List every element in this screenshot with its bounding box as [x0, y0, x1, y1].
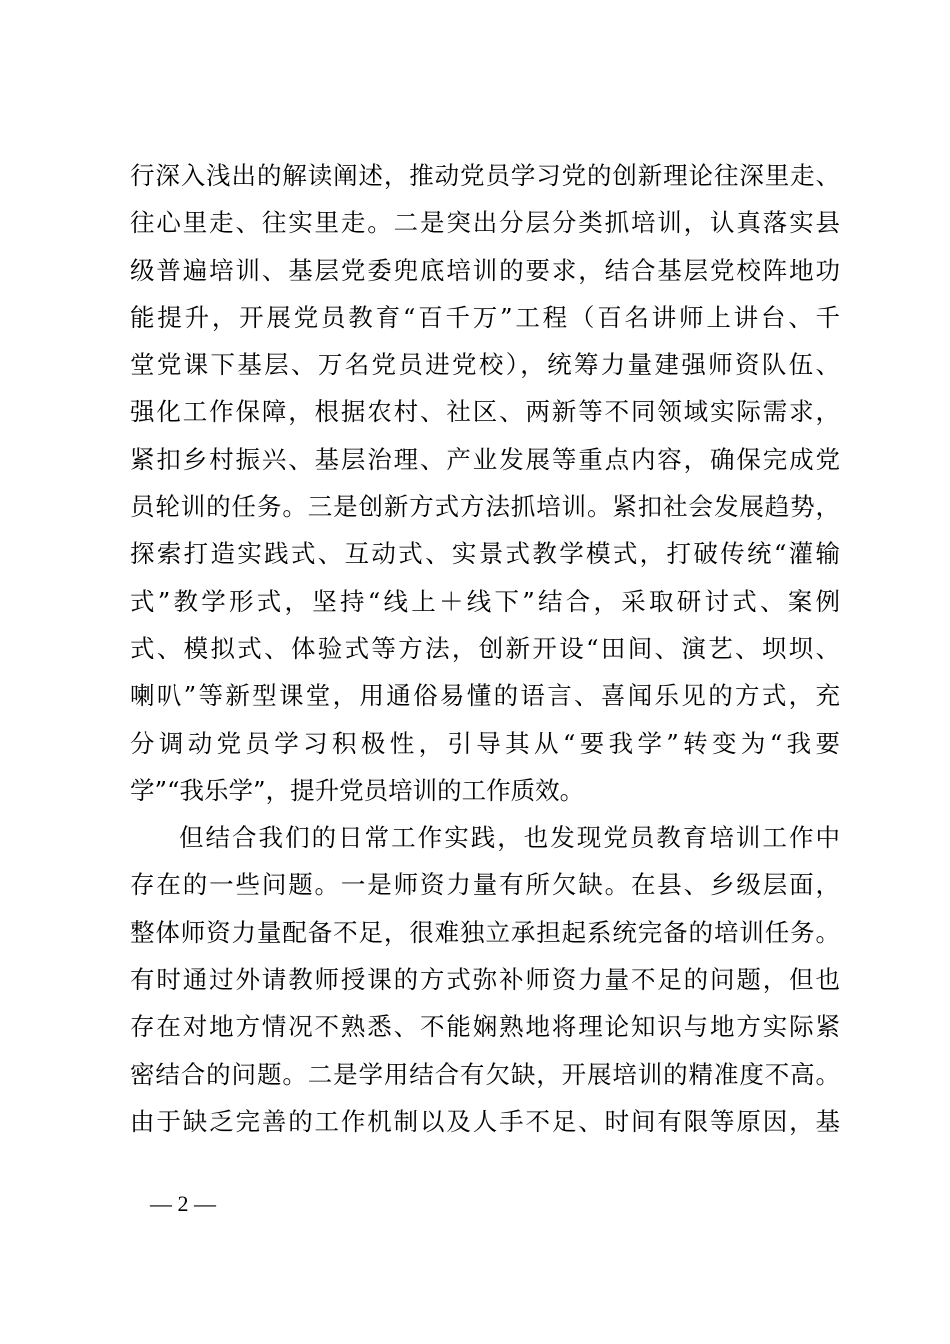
text-line: 级普遍培训、基层党委兜底培训的要求，结合基层党校阵地功	[130, 255, 840, 285]
text-line: 式、模拟式、体验式等方法，创新开设“田间、演艺、坝坝、	[130, 633, 840, 663]
page-number: — 2 —	[150, 1191, 216, 1216]
text-line: 堂党课下基层、万名党员进党校），统筹力量建强师资队伍、	[130, 350, 840, 380]
text-line: 探索打造实践式、互动式、实景式教学模式，打破传统“灌输	[130, 539, 840, 569]
text-line: 能提升，开展党员教育“百千万”工程（百名讲师上讲台、千	[130, 302, 840, 332]
text-line: 喇叭”等新型课堂，用通俗易懂的语言、喜闻乐见的方式，充	[130, 681, 840, 711]
text-line: 紧扣乡村振兴、基层治理、产业发展等重点内容，确保完成党	[130, 444, 840, 474]
paragraph-2	[130, 814, 840, 1145]
text-line: 存在的一些问题。一是师资力量有所欠缺。在县、乡级层面，	[130, 870, 840, 900]
text-line: 分调动党员学习积极性，引导其从“要我学”转变为“我要	[130, 728, 840, 758]
text-line: 强化工作保障，根据农村、社区、两新等不同领域实际需求，	[130, 397, 840, 427]
text-line: 密结合的问题。二是学用结合有欠缺，开展培训的精准度不高。	[130, 1059, 840, 1089]
text-line: 整体师资力量配备不足，很难独立承担起系统完备的培训任务。	[130, 917, 840, 947]
text-line: 由于缺乏完善的工作机制以及人手不足、时间有限等原因，基	[130, 1106, 840, 1136]
text-line: 行深入浅出的解读阐述，推动党员学习党的创新理论往深里走、	[130, 161, 840, 190]
text-line: 式”教学形式，坚持“线上＋线下”结合，采取研讨式、案例	[130, 586, 840, 616]
text-line: 员轮训的任务。三是创新方式方法抓培训。紧扣社会发展趋势，	[130, 492, 840, 522]
paragraph-1	[130, 152, 840, 814]
text-line: 但结合我们的日常工作实践，也发现党员教育培训工作中	[179, 823, 840, 853]
text-line: 学”“我乐学”，提升党员培训的工作质效。	[130, 775, 585, 805]
document-body	[130, 152, 840, 1145]
text-line: 存在对地方情况不熟悉、不能娴熟地将理论知识与地方实际紧	[130, 1012, 840, 1042]
text-line: 有时通过外请教师授课的方式弥补师资力量不足的问题，但也	[130, 965, 840, 995]
text-line: 往心里走、往实里走。二是突出分层分类抓培训，认真落实县	[130, 208, 840, 238]
